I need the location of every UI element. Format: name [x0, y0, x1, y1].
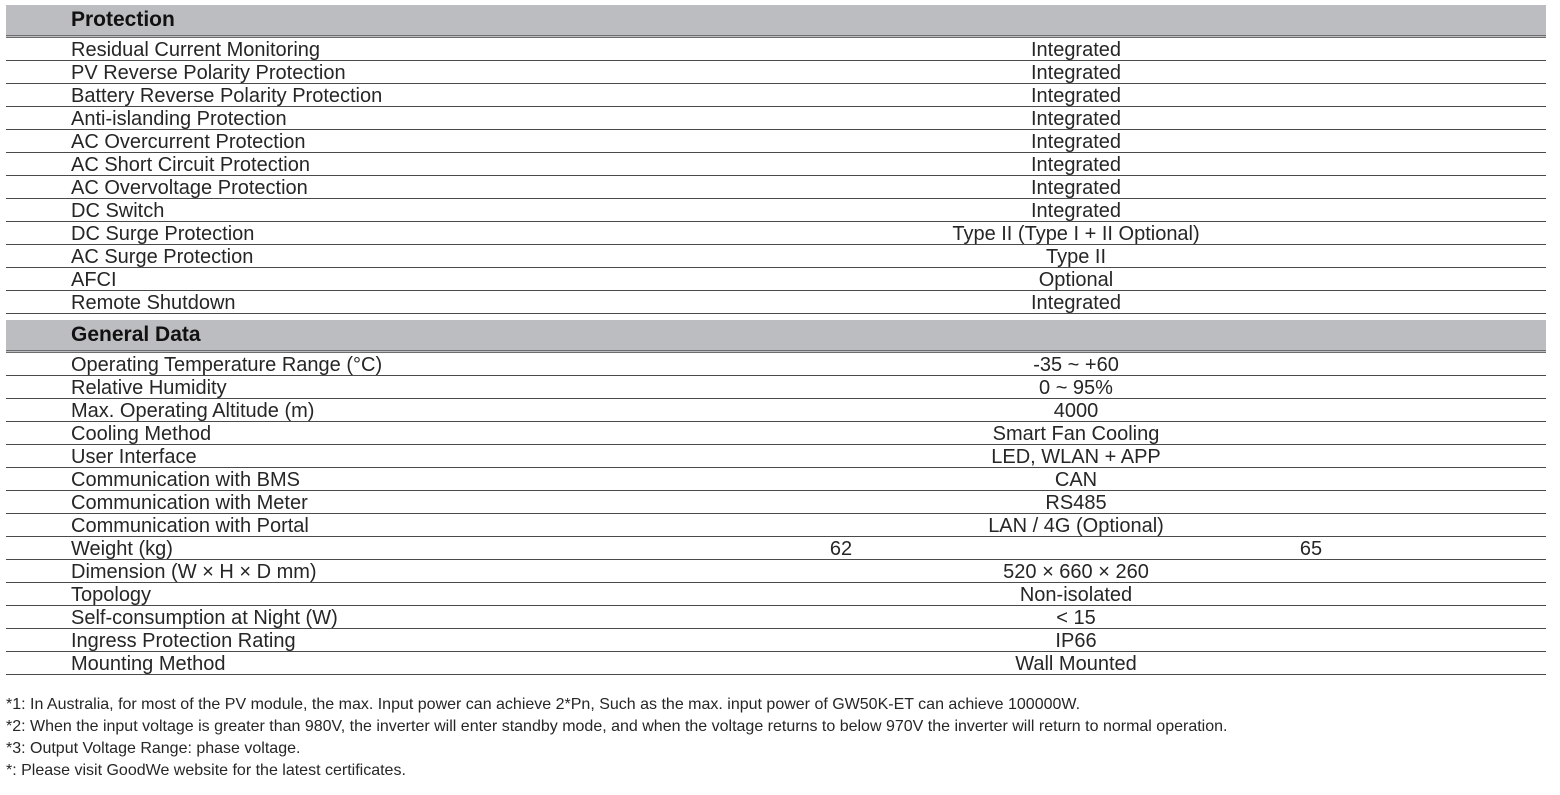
row-label: Operating Temperature Range (°C) [71, 354, 383, 376]
table-row [6, 38, 1546, 61]
table-row [6, 176, 1546, 199]
table-row [6, 560, 1546, 583]
row-value: Integrated [1030, 39, 1122, 61]
row-label: AC Surge Protection [71, 246, 254, 268]
row-label: Anti-islanding Protection [71, 108, 287, 130]
protection-section-header [6, 5, 1546, 38]
row-value-model-b: 65 [1299, 538, 1323, 560]
row-value: Non-isolated [1019, 584, 1133, 606]
general-data-section-title: General Data [71, 323, 201, 346]
row-label: Battery Reverse Polarity Protection [71, 85, 383, 107]
table-row [6, 84, 1546, 107]
row-label: Weight (kg) [71, 538, 173, 560]
table-row [6, 652, 1546, 675]
row-value: Integrated [1030, 85, 1122, 107]
row-value: Type II [1045, 246, 1107, 268]
table-row [6, 491, 1546, 514]
table-row [6, 606, 1546, 629]
row-label: AC Short Circuit Protection [71, 154, 310, 176]
footnotes [6, 694, 1227, 782]
row-value: 0 ~ 95% [1039, 377, 1113, 399]
row-label: Residual Current Monitoring [71, 39, 321, 61]
table-row [6, 245, 1546, 268]
row-label: Mounting Method [71, 653, 226, 675]
row-label: Topology [71, 584, 152, 606]
table-row [6, 583, 1546, 606]
row-label: Dimension (W × H × D mm) [71, 561, 317, 583]
row-label: DC Surge Protection [71, 223, 255, 245]
row-value: Smart Fan Cooling [992, 423, 1160, 445]
row-value: 520 × 660 × 260 [1003, 561, 1149, 583]
row-value: LAN / 4G (Optional) [988, 515, 1164, 537]
footnote: *2: When the input voltage is greater than 980V, the inverter will enter standby mode, and when the voltage returns to below 970V the inverter will return to normal operation. [6, 718, 1228, 735]
protection-section-title: Protection [71, 8, 175, 31]
row-label: Communication with Portal [71, 515, 309, 537]
row-value: Integrated [1030, 292, 1122, 314]
row-value: Integrated [1030, 154, 1122, 176]
table-row [6, 268, 1546, 291]
table-row [6, 199, 1546, 222]
row-label: Self-consumption at Night (W) [71, 607, 338, 629]
table-row [6, 445, 1546, 468]
row-value: LED, WLAN + APP [991, 446, 1161, 468]
row-value: -35 ~ +60 [1033, 354, 1119, 376]
row-label: Remote Shutdown [71, 292, 236, 314]
row-value: Integrated [1030, 108, 1122, 130]
footnote: *3: Output Voltage Range: phase voltage. [6, 740, 301, 757]
table-row [6, 291, 1546, 314]
table-row [6, 422, 1546, 445]
row-label: User Interface [71, 446, 197, 468]
row-label: AC Overvoltage Protection [71, 177, 308, 199]
row-label: Ingress Protection Rating [71, 630, 296, 652]
protection-rows [6, 38, 1546, 314]
row-value: Integrated [1030, 131, 1122, 153]
table-row [6, 61, 1546, 84]
row-label: DC Switch [71, 200, 165, 222]
general-data-rows [6, 353, 1546, 675]
row-value: CAN [1054, 469, 1098, 491]
row-value: Integrated [1030, 62, 1122, 84]
row-label: Relative Humidity [71, 377, 227, 399]
general-data-section-header [6, 320, 1546, 353]
row-value: 4000 [1053, 400, 1099, 422]
row-value: Integrated [1030, 177, 1122, 199]
footnote: *1: In Australia, for most of the PV module, the max. Input power can achieve 2*Pn, Such as the max. input power of GW50K-ET can achieve 100000W. [6, 696, 1081, 713]
table-row [6, 537, 1546, 560]
row-value-model-a: 62 [829, 538, 853, 560]
row-value: IP66 [1055, 630, 1097, 652]
table-row [6, 107, 1546, 130]
row-label: Communication with Meter [71, 492, 308, 514]
table-row [6, 353, 1546, 376]
row-value: < 15 [1056, 607, 1096, 629]
table-row [6, 468, 1546, 491]
footnote: *: Please visit GoodWe website for the latest certificates. [6, 762, 406, 779]
row-label: AFCI [71, 269, 117, 291]
row-label: Cooling Method [71, 423, 212, 445]
table-row [6, 130, 1546, 153]
row-value: RS485 [1045, 492, 1107, 514]
row-value: Wall Mounted [1015, 653, 1137, 675]
row-label: AC Overcurrent Protection [71, 131, 306, 153]
row-label: Communication with BMS [71, 469, 300, 491]
table-row [6, 376, 1546, 399]
table-row [6, 514, 1546, 537]
table-row [6, 222, 1546, 245]
row-value: Optional [1038, 269, 1114, 291]
row-label: PV Reverse Polarity Protection [71, 62, 346, 84]
row-value: Type II (Type I + II Optional) [952, 223, 1200, 245]
table-row [6, 399, 1546, 422]
spec-sheet [6, 0, 1546, 675]
table-row [6, 629, 1546, 652]
row-value: Integrated [1030, 200, 1122, 222]
row-label: Max. Operating Altitude (m) [71, 400, 315, 422]
table-row [6, 153, 1546, 176]
